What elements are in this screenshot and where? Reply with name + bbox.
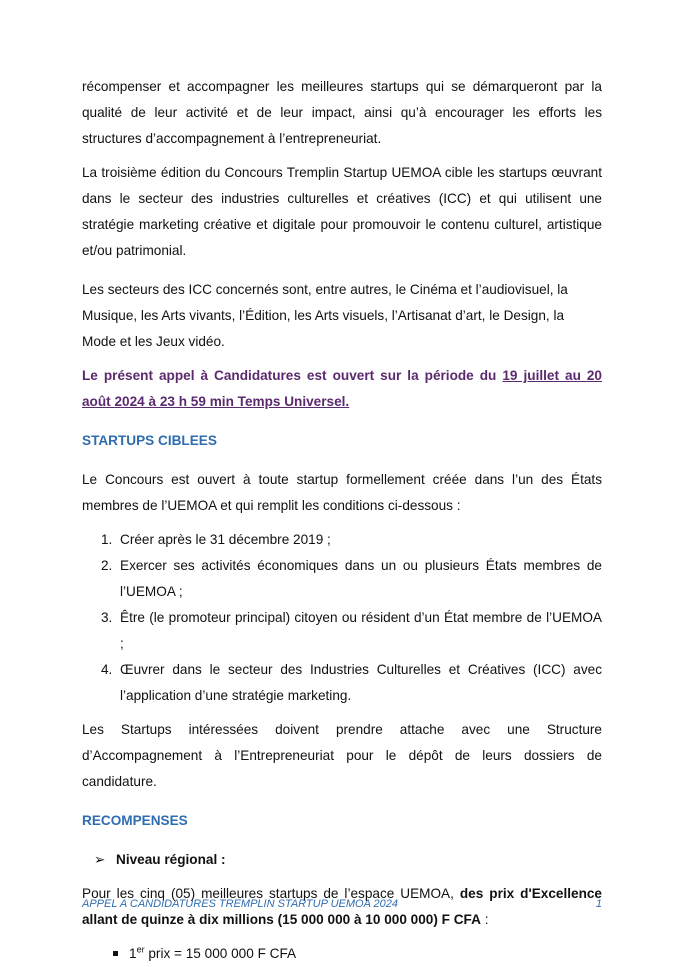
list-item bbox=[82, 527, 602, 553]
niveau-regional-label: Niveau régional : bbox=[116, 852, 226, 867]
icc-sectors-line-3: Mode et les Jeux vidéo. bbox=[82, 334, 225, 349]
prizes-bold: des prix d'Excellence allant de quinze à dix millions (15 000 000 à 10 000 000) F CFA bbox=[82, 886, 602, 927]
icc-sectors-line-2: Musique, les Arts vivants, l’Édition, les Arts visuels, l’Artisanat d’art, le Design, la bbox=[82, 308, 565, 323]
document-body bbox=[82, 74, 602, 967]
paragraph-support-structure: Les Startups intéressées doivent prendre attache avec une Structure d’Accompagnement à l’Entrepreneuriat pour le dépôt de leurs dossiers de candidature. bbox=[82, 722, 602, 789]
list-item-number: 2. bbox=[101, 558, 113, 573]
paragraph-third-edition: La troisième édition du Concours Tremplin Startup UEMOA cible les startups œuvrant dans le secteur des industries culturelles et créatives (ICC) et qui utilisent une stratégie marketing créative et digitale pour promouvoir le contenu culturel, artistique et/ou patrimonial. bbox=[82, 165, 602, 258]
prize-number: 1 bbox=[129, 946, 137, 961]
arrow-bullet-icon: ➢ bbox=[94, 852, 106, 867]
list-item-number: 3. bbox=[101, 610, 113, 625]
paragraph-icc-sectors bbox=[82, 277, 602, 355]
conditions-list bbox=[82, 527, 602, 709]
prize-ordinal: er bbox=[136, 944, 145, 955]
prize-text: prix = 15 000 000 F CFA bbox=[144, 946, 297, 961]
list-item bbox=[82, 553, 602, 605]
heading-startups-ciblees: STARTUPS CIBLEES bbox=[82, 433, 217, 448]
square-bullet-icon bbox=[113, 951, 118, 956]
page-footer bbox=[82, 898, 602, 910]
list-item-text: Être (le promoteur principal) citoyen ou résident d’un État membre de l’UEMOA ; bbox=[120, 610, 602, 651]
niveau-regional-item bbox=[82, 847, 602, 873]
call-period-prefix: Le présent appel à Candidatures est ouvert sur la période du bbox=[82, 368, 503, 383]
paragraph-intro: récompenser et accompagner les meilleures startups qui se démarqueront par la qualité de leur activité et de leur impact, ainsi qu’à encourager les efforts les structures d’accompagnement à l’entrepreneuriat. bbox=[82, 79, 602, 146]
call-period-paragraph bbox=[82, 363, 602, 415]
prize-item bbox=[82, 941, 602, 967]
call-period-dates: 19 juillet au 20 août 2024 à 23 h 59 min Temps Universel. bbox=[82, 368, 602, 409]
prizes-suffix: : bbox=[480, 912, 489, 927]
page-number: 1 bbox=[595, 898, 602, 910]
list-item-text: Œuvrer dans le secteur des Industries Culturelles et Créatives (ICC) avec l’application d’une stratégie marketing. bbox=[120, 662, 602, 703]
list-item bbox=[82, 605, 602, 657]
heading-recompenses: RECOMPENSES bbox=[82, 813, 188, 828]
list-item bbox=[82, 657, 602, 709]
list-item-text: Exercer ses activités économiques dans un ou plusieurs États membres de l’UEMOA ; bbox=[120, 558, 602, 599]
list-item-number: 1. bbox=[101, 532, 113, 547]
paragraph-eligibility: Le Concours est ouvert à toute startup formellement créée dans l’un des États membres de l’UEMOA et qui remplit les conditions ci-dessous : bbox=[82, 472, 602, 513]
list-item-number: 4. bbox=[101, 662, 113, 677]
footer-title: APPEL A CANDIDATURES TREMPLIN STARTUP UEMOA 2024 bbox=[82, 898, 399, 910]
prizes-prefix: Pour les cinq (05) meilleures startups de l’espace UEMOA, bbox=[82, 886, 460, 901]
list-item-text: Créer après le 31 décembre 2019 ; bbox=[120, 532, 331, 547]
icc-sectors-line-1: Les secteurs des ICC concernés sont, entre autres, le Cinéma et l’audiovisuel, la bbox=[82, 282, 568, 297]
